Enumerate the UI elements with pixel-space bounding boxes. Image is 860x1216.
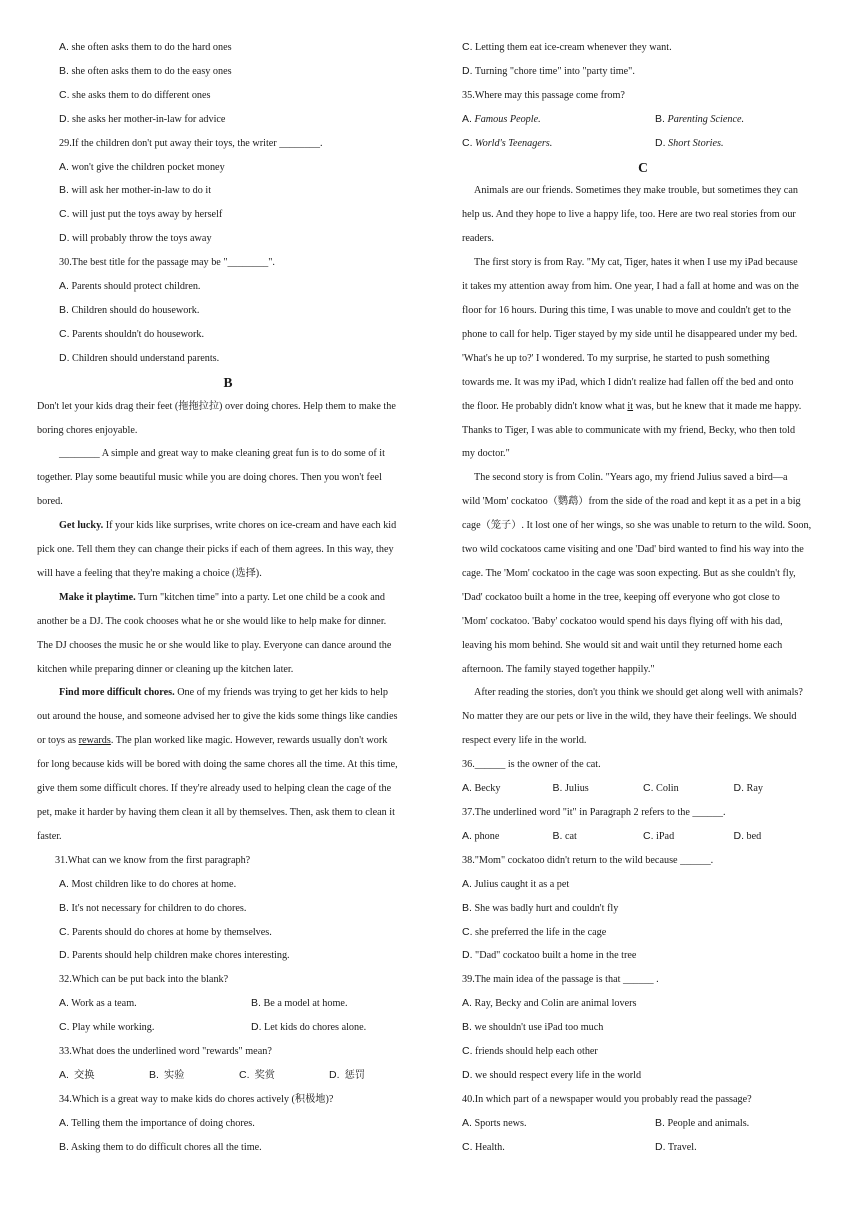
option-b: B. will ask her mother-in-law to do it bbox=[59, 184, 212, 197]
option-c: C. she preferred the life in the cage bbox=[462, 925, 607, 938]
question-32: 32.Which can be put back into the blank? bbox=[59, 974, 229, 986]
option-a: A. Work as a team. bbox=[59, 997, 137, 1010]
question-40: 40.In which part of a newspaper would you probably read the passage? bbox=[462, 1093, 752, 1105]
passage-line: Get lucky. If your kids like surprises, write chores on ice-cream and have each kid bbox=[59, 520, 397, 532]
passage-line: pick one. Tell them they can change their picks if each of them agrees. In this way, they bbox=[37, 544, 394, 556]
option-d: D. bed bbox=[733, 829, 762, 842]
option-d: D. Children should understand parents. bbox=[59, 351, 220, 364]
option-a: A. Sports news. bbox=[462, 1116, 527, 1129]
passage-line: give them some difficult chores. If they're already used to helping clean the cage of the bbox=[37, 783, 392, 795]
option-c: C. Parents should do chores at home by themselves. bbox=[59, 925, 272, 938]
passage-line: floor for 16 hours. During this time, I was unable to move and couldn't get to the bbox=[462, 304, 791, 316]
option-a: A. Ray, Becky and Colin are animal lovers bbox=[462, 997, 637, 1010]
passage-line: After reading the stories, don't you think we should get along well with animals? bbox=[474, 687, 803, 699]
option-a: A. she often asks them to do the hard ones bbox=[59, 41, 232, 53]
option-b: B. cat bbox=[552, 829, 577, 842]
option-b: B. Asking them to do difficult chores all the time. bbox=[59, 1140, 262, 1153]
passage-line: No matter they are our pets or live in the wild, they have their feelings. We should bbox=[462, 711, 797, 723]
option-a: A. 交换 bbox=[59, 1068, 95, 1081]
option-c: C. she asks them to do different ones bbox=[59, 88, 211, 101]
option-row bbox=[462, 1112, 824, 1136]
passage-line: another be a DJ. The cook chooses what he or she would like to help make for dinner. bbox=[37, 615, 387, 627]
question-29: 29.If the children don't put away their toys, the writer ________. bbox=[59, 137, 323, 149]
option-b: B. Parenting Science. bbox=[655, 112, 745, 125]
option-c: C. Play while working. bbox=[59, 1021, 155, 1034]
option-c: C. friends should help each other bbox=[462, 1045, 598, 1058]
option-b: B. Be a model at home. bbox=[251, 997, 348, 1010]
passage-line: cage（笼子）. It lost one of her wings, so she was unable to return to the wild. Soon, bbox=[462, 520, 812, 532]
passage-line: kitchen while preparing dinner or cleaning up the kitchen later. bbox=[37, 663, 294, 675]
option-d: D. Turning "chore time" into "party time". bbox=[462, 64, 635, 77]
option-row bbox=[37, 1064, 419, 1088]
question-37: 37.The underlined word "it" in Paragraph 2 refers to the ______. bbox=[462, 807, 726, 818]
paragraph-heading: Find more difficult chores. bbox=[59, 687, 175, 699]
question-35: 35.Where may this passage come from? bbox=[462, 89, 625, 101]
option-d: D. Travel. bbox=[655, 1140, 697, 1153]
passage-line: boring chores enjoyable. bbox=[37, 424, 138, 436]
section-heading-c: C bbox=[638, 159, 648, 175]
underlined-word: it bbox=[627, 400, 634, 412]
option-c: C. Health. bbox=[462, 1140, 505, 1153]
question-30: 30.The best title for the passage may be "________". bbox=[59, 257, 275, 269]
passage-line: ________ A simple and great way to make cleaning great fun is to do some of it bbox=[59, 448, 385, 460]
question-31: 31.What can we know from the first paragraph? bbox=[55, 854, 251, 866]
passage-line: out around the house, and someone advised her to give the kids some things like candies bbox=[37, 711, 398, 723]
option-a: A. Most children like to do chores at home. bbox=[59, 877, 237, 890]
option-row bbox=[462, 108, 824, 132]
option-b: B. Julius bbox=[552, 782, 589, 795]
passage-line: 'Mom' cockatoo. 'Baby' cockatoo would spend his days flying off with his dad, bbox=[462, 615, 783, 627]
paragraph-heading: Make it playtime. bbox=[59, 591, 136, 603]
passage-line: together. Play some beautiful music while you are doing chores. Then you won't feel bbox=[37, 472, 382, 484]
option-b: B. we shouldn't use iPad too much bbox=[462, 1021, 604, 1034]
passage-line: faster. bbox=[37, 830, 62, 842]
option-c: C. Parents shouldn't do housework. bbox=[59, 327, 205, 340]
option-row bbox=[462, 1136, 824, 1160]
option-d: D. we should respect every life in the world bbox=[462, 1068, 642, 1081]
question-39: 39.The main idea of the passage is that ______ . bbox=[462, 974, 659, 986]
passage-line: will have a feeling that they're making a choice (选择). bbox=[37, 567, 262, 579]
passage-line: The DJ chooses the music he or she would like to play. Everyone can dance around the bbox=[37, 639, 392, 651]
passage-line: it takes my attention away from him. One year, I had a fall at home and was on the bbox=[462, 281, 799, 293]
passage-line: bored. bbox=[37, 496, 63, 508]
passage-line: readers. bbox=[462, 233, 494, 245]
passage-line: Make it playtime. Turn "kitchen time" into a party. Let one child be a cook and bbox=[59, 591, 385, 603]
option-a: A. Telling them the importance of doing chores. bbox=[59, 1116, 255, 1129]
question-38: 38."Mom" cockatoo didn't return to the wild because ______. bbox=[462, 854, 714, 866]
passage-line: cage. The 'Mom' cockatoo in the cage was soon expecting. But as she couldn't fly, bbox=[462, 567, 796, 579]
passage-line: The second story is from Colin. "Years ago, my friend Julius saved a bird—a bbox=[474, 472, 788, 484]
option-a: A. phone bbox=[462, 829, 500, 842]
option-d: D. she asks her mother-in-law for advice bbox=[59, 112, 226, 125]
passage-line: two wild cockatoos came visiting and one 'Dad' bird wanted to find his way into the bbox=[462, 544, 804, 556]
passage-line: 'Dad' cockatoo built a home in the tree, keeping off everyone who got close to bbox=[462, 591, 780, 603]
option-b: B. She was badly hurt and couldn't fly bbox=[462, 901, 619, 914]
option-b: B. 实验 bbox=[149, 1068, 185, 1081]
question-34: 34.Which is a great way to make kids do chores actively (积极地)? bbox=[59, 1093, 334, 1105]
left-column bbox=[37, 36, 419, 1160]
option-row bbox=[462, 132, 824, 156]
right-column bbox=[462, 36, 824, 1160]
question-33: 33.What does the underlined word "rewards" mean? bbox=[59, 1046, 272, 1058]
option-row bbox=[37, 1016, 419, 1040]
passage-line: Animals are our friends. Sometimes they make trouble, but sometimes they can bbox=[474, 185, 798, 197]
option-d: D. Ray bbox=[733, 782, 763, 795]
passage-line: respect every life in the world. bbox=[462, 735, 587, 747]
option-a: A. Becky bbox=[462, 782, 501, 795]
passage-line: or toys as rewards. The plan worked like magic. However, rewards usually don't work bbox=[37, 735, 388, 747]
passage-line: phone to call for help. Tiger stayed by my side until he disappeared under my bed. bbox=[462, 328, 798, 340]
option-d: D. will probably throw the toys away bbox=[59, 232, 212, 245]
option-d: D. Short Stories. bbox=[655, 136, 724, 149]
underlined-word: rewards bbox=[78, 735, 111, 747]
passage-line: the floor. He probably didn't know what it was, but he knew that it made me happy. bbox=[462, 400, 802, 412]
option-c: C. will just put the toys away by herself bbox=[59, 208, 223, 221]
option-row bbox=[462, 825, 824, 849]
option-d: D. Parents should help children make chores interesting. bbox=[59, 949, 290, 962]
option-c: C. Letting them eat ice-cream whenever they want. bbox=[462, 41, 672, 53]
passage-line: afternoon. The family stayed together happily." bbox=[462, 663, 655, 675]
option-row bbox=[37, 992, 419, 1016]
option-b: B. Children should do housework. bbox=[59, 303, 200, 316]
option-b: B. she often asks them to do the easy ones bbox=[59, 64, 232, 77]
passage-line: Find more difficult chores. One of my friends was trying to get her kids to help bbox=[59, 687, 388, 699]
option-a: A. won't give the children pocket money bbox=[59, 160, 225, 173]
passage-line: wild 'Mom' cockatoo（鹦鹉）from the side of the road and kept it as a pet in a big bbox=[462, 496, 801, 508]
option-a: A. Famous People. bbox=[462, 112, 541, 125]
option-d: D. "Dad" cockatoo built a home in the tree bbox=[462, 949, 637, 962]
passage-line: 'What's he up to?' I wondered. To my surprise, he started to push something bbox=[462, 352, 770, 364]
option-a: A. Julius caught it as a pet bbox=[462, 877, 570, 890]
section-heading-b: B bbox=[223, 374, 233, 390]
option-c: C. 奖赏 bbox=[239, 1068, 275, 1081]
option-d: D. Let kids do chores alone. bbox=[251, 1021, 367, 1034]
passage-line: The first story is from Ray. "My cat, Tiger, hates it when I use my iPad because bbox=[474, 257, 798, 269]
passage-line: towards me. It was my iPad, which I didn't realize had fallen off the bed and onto bbox=[462, 376, 794, 388]
passage-line: for long because kids will be bored with doing the same chores all the time. At this time, bbox=[37, 759, 398, 771]
option-b: B. It's not necessary for children to do chores. bbox=[59, 901, 247, 914]
option-row bbox=[462, 777, 824, 801]
passage-line: leaving his mom behind. She would sit and wait until they returned home each bbox=[462, 639, 783, 651]
option-c: C. Colin bbox=[643, 782, 679, 795]
option-d: D. 惩罚 bbox=[329, 1068, 365, 1081]
passage-line: pet, make it harder by having them clean it all by themselves. Then, ask them to clean it bbox=[37, 807, 395, 818]
option-c: C. iPad bbox=[643, 829, 675, 842]
passage-line: my doctor." bbox=[462, 448, 510, 460]
option-b: B. People and animals. bbox=[655, 1116, 750, 1129]
option-a: A. Parents should protect children. bbox=[59, 280, 201, 293]
passage-line: Thanks to Tiger, I was able to communicate with my friend, Becky, who then told bbox=[462, 424, 796, 436]
passage-line: Don't let your kids drag their feet (拖拖拉拉) over doing chores. Help them to make the bbox=[37, 400, 396, 412]
paragraph-heading: Get lucky. bbox=[59, 520, 104, 532]
question-36: 36.______ is the owner of the cat. bbox=[462, 759, 601, 771]
option-c: C. World's Teenagers. bbox=[462, 136, 553, 149]
passage-line: help us. And they hope to live a happy life, too. Here are two real stories from our bbox=[462, 209, 796, 221]
